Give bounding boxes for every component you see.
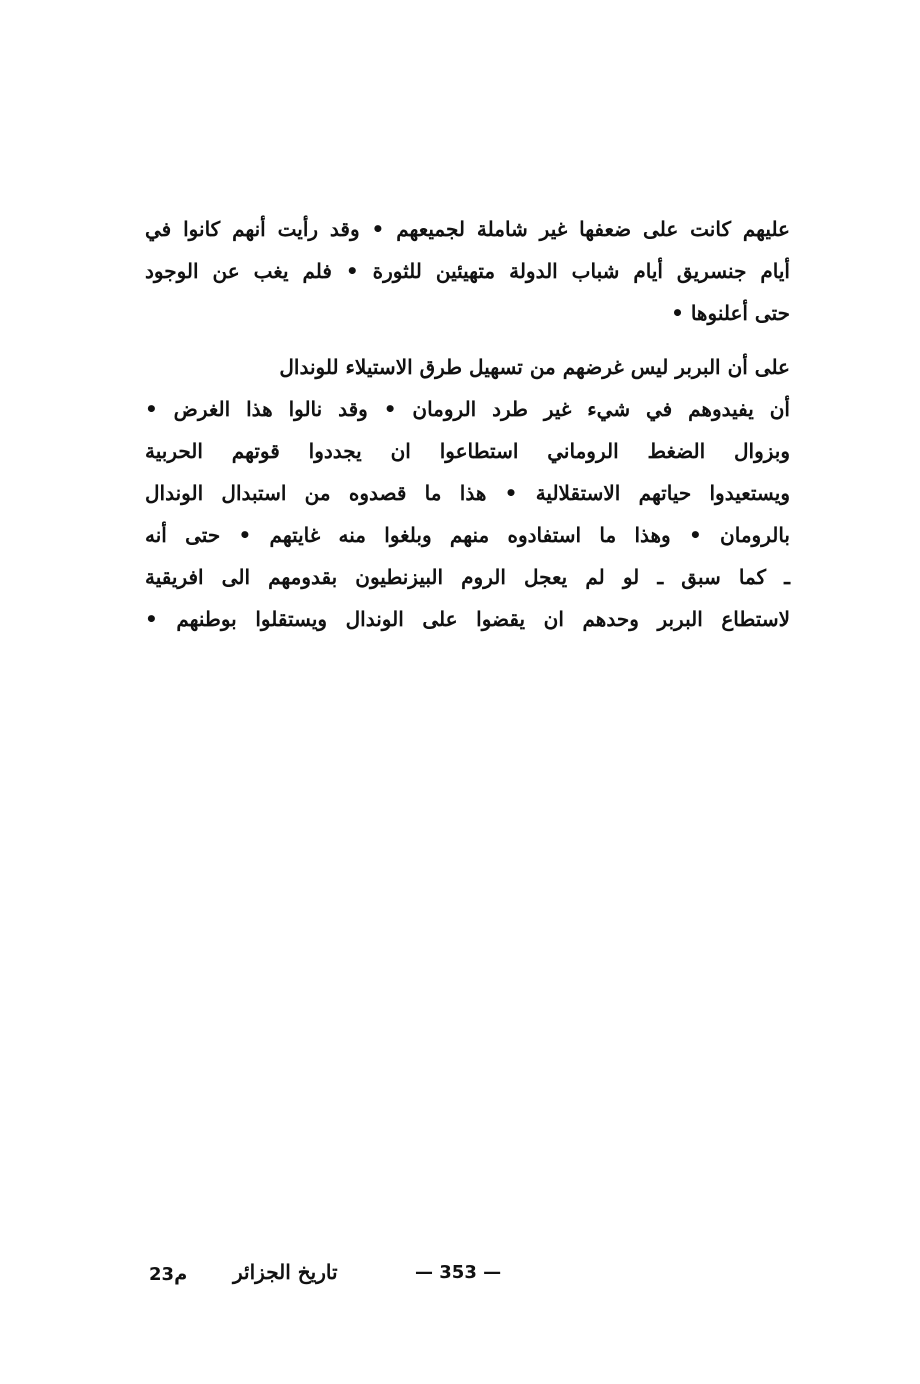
paragraph-line: عليهم كانت على ضعفها غير شاملة لجميعهم • وقد رأيت أنهم كانوا في — [145, 217, 790, 241]
paragraph-line: أن يفيدوهم في شيء غير طرد الرومان • وقد نالوا هذا الغرض • — [145, 397, 790, 421]
paragraph-line: على أن البربر ليس غرضهم من تسهيل طرق الاستيلاء للوندال — [279, 355, 790, 379]
paragraph-line: ـ كما سبق ـ لو لم يعجل الروم البيزنطيون بقدومهم الى افريقية — [145, 565, 790, 589]
paragraph-1 — [145, 208, 790, 334]
page-footer — [145, 1256, 790, 1296]
paragraph-line: بالرومان • وهذا ما استفادوه منهم وبلغوا منه غايتهم • حتى أنه — [145, 523, 790, 547]
paragraph-2 — [145, 346, 790, 640]
page-number: — 353 — — [415, 1262, 502, 1283]
paragraph-line: وبزوال الضغط الروماني استطاعوا ان يجددوا قوتهم الحربية — [145, 439, 790, 463]
paragraph-line: أيام جنسريق أيام شباب الدولة متهيئين للثورة • فلم يغب عن الوجود — [145, 259, 790, 283]
paragraph-line: حتى أعلنوها • — [671, 301, 790, 325]
paragraph-line: لاستطاع البربر وحدهم ان يقضوا على الوندال ويستقلوا بوطنهم • — [145, 607, 790, 631]
paragraph-line: ويستعيدوا حياتهم الاستقلالية • هذا ما قصدوه من استبدال الوندال — [145, 481, 790, 505]
signature-mark: 23م — [149, 1264, 188, 1285]
book-title: تاريخ الجزائر — [233, 1260, 338, 1284]
